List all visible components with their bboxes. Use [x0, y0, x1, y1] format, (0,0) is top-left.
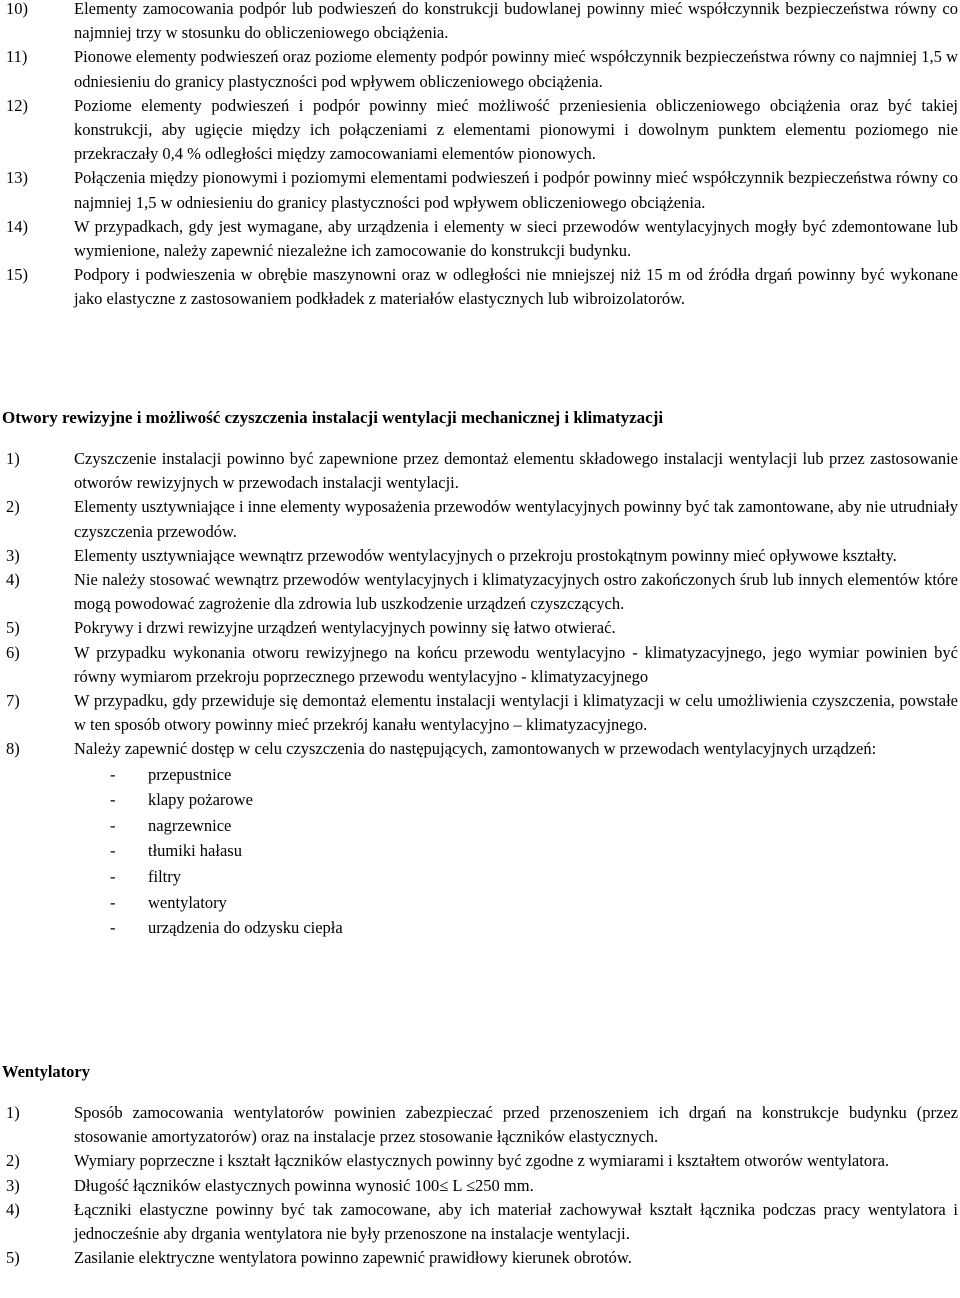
device-name: klapy pożarowe [148, 790, 253, 810]
dash-mark: - [110, 790, 116, 810]
item-number: 4) [6, 1199, 20, 1219]
item-number: 6) [6, 642, 20, 662]
list-item [0, 568, 960, 616]
item-number: 3) [6, 1175, 20, 1195]
list-item [0, 1149, 960, 1173]
item-text: Długość łączników elastycznych powinna wynosić 100≤ L ≤250 mm. [74, 1175, 534, 1195]
item-number: 1) [6, 1103, 20, 1122]
device-list-item [0, 838, 960, 864]
supports-list [0, 0, 960, 312]
list-item [0, 689, 960, 737]
device-name: urządzenia do odzysku ciepła [148, 918, 343, 938]
device-name: nagrzewnice [148, 815, 232, 835]
device-list-item [0, 813, 960, 839]
device-name: filtry [148, 867, 181, 887]
device-name: tłumiki hałasu [148, 841, 242, 861]
item-text: Elementy usztywniające i inne elementy wyposażenia przewodów wentylacyjnych powinny być tak zamontowane, aby nie utrudniały czyszczenia przewodów. [74, 497, 958, 541]
item-number: 1) [6, 449, 20, 468]
item-text: Zasilanie elektryczne wentylatora powinno zapewnić prawidłowy kierunek obrotów. [74, 1248, 632, 1268]
item-text: W przypadkach, gdy jest wymagane, aby urządzenia i elementy w sieci przewodów wentylacyjnych mogły być zdemontowane lub wymienione, należy zapewnić niezależne ich zamocowanie do konstrukcji budynku. [74, 216, 958, 261]
item-text: W przypadku wykonania otworu rewizyjnego na końcu przewodu wentylacyjno - klimatyzacyjnego, jego wymiar powinien być równy wymiarom przekroju poprzecznego przewodu wentylacyjno - klimatyzacyjnego [74, 642, 958, 686]
inspection-openings-section [0, 447, 960, 941]
item-text: Sposób zamocowania wentylatorów powinien zabezpieczać przed przenoszeniem ich drgań na konstrukcje budynku (przez stosowanie amortyzatorów) oraz na instalacje przez stosowanie łączników elastycznych. [74, 1103, 958, 1147]
list-item [0, 94, 960, 167]
fans-section [0, 1101, 960, 1270]
list-item [0, 1198, 960, 1246]
item-number: 14) [6, 216, 28, 236]
device-name: wentylatory [148, 892, 227, 912]
list-item [0, 1174, 960, 1198]
list-item [0, 447, 960, 495]
device-list-item [0, 864, 960, 890]
item-number: 12) [6, 95, 28, 115]
dash-mark: - [110, 815, 116, 835]
item-text: Pokrywy i drzwi rewizyjne urządzeń wentylacyjnych powinny się łatwo otwierać. [74, 618, 616, 638]
section-heading-inspection-openings: Otwory rewizyjne i możliwość czyszczenia instalacji wentylacji mechanicznej i klimatyzacji [2, 408, 664, 427]
supports-list-section [0, 0, 960, 312]
dash-mark: - [110, 764, 116, 784]
item-text: Należy zapewnić dostęp w celu czyszczenia do następujących, zamontowanych w przewodach wentylacyjnych urządzeń: [74, 739, 877, 759]
dash-mark: - [110, 867, 116, 887]
inspection-list [0, 447, 960, 762]
item-text: Czyszczenie instalacji powinno być zapewnione przez demontaż elementu składowego instalacji wentylacji lub przez zastosowanie otworów rewizyjnych w przewodach instalacji wentylacji. [74, 449, 958, 493]
item-number: 4) [6, 570, 20, 590]
fans-list [0, 1101, 960, 1270]
item-text: Poziome elementy podwieszeń i podpór powinny mieć możliwość przeniesienia obliczeniowego obciążenia oraz być takiej konstrukcji, aby ugięcie między ich połączeniami z elementami pionowymi i dowolnym punktem elementu poziomego nie przekraczały 0,4 % odległości między zamocowaniami elementów pionowych. [74, 95, 958, 164]
item-text: Połączenia między pionowymi i poziomymi elementami podwieszeń i podpór powinny mieć współczynnik bezpieczeństwa równy co najmniej 1,5 w odniesieniu do granicy plastyczności pod wpływem obliczeniowego obciążenia. [74, 168, 958, 212]
item-text: Pionowe elementy podwieszeń oraz poziome elementy podpór powinny mieć współczynnik bezpieczeństwa równy co najmniej 1,5 w odniesieniu do granicy plastyczności pod wpływem obliczeniowego obciążenia. [74, 47, 958, 91]
list-item [0, 641, 960, 689]
list-item [0, 1101, 960, 1149]
list-item [0, 0, 960, 45]
list-item [0, 45, 960, 93]
list-item [0, 263, 960, 311]
item-text: Nie należy stosować wewnątrz przewodów wentylacyjnych i klimatyzacyjnych ostro zakończonych śrub lub innych elementów które mogą powodować zagrożenie dla zdrowia lub uszkodzenie urządzeń czyszczących. [74, 570, 958, 614]
dash-mark: - [110, 841, 116, 861]
item-number: 2) [6, 1151, 20, 1171]
item-text: Łączniki elastyczne powinny być tak zamocowane, aby ich materiał zachowywał kształt łącznika podczas pracy wentylatora i jednocześnie aby drgania wentylatora nie były przenoszone na instalacje wentylacji. [74, 1199, 958, 1244]
item-number: 5) [6, 618, 20, 638]
item-number: 5) [6, 1248, 20, 1268]
device-list-item [0, 762, 960, 788]
device-list-item [0, 915, 960, 941]
list-item [0, 616, 960, 640]
list-item [0, 166, 960, 214]
list-item [0, 544, 960, 568]
item-number: 2) [6, 497, 20, 517]
device-list-item [0, 787, 960, 813]
list-item [0, 737, 960, 761]
item-number: 15) [6, 265, 28, 285]
device-list [0, 762, 960, 941]
item-text: Wymiary poprzeczne i kształt łączników elastycznych powinny być zgodne z wymiarami i kształtem otworów wentylatora. [74, 1151, 890, 1171]
device-list-item [0, 890, 960, 916]
item-number: 11) [6, 47, 28, 67]
item-text: W przypadku, gdy przewiduje się demontaż elementu instalacji wentylacji i klimatyzacji w celu umożliwienia czyszczenia, powstałe w ten sposób otwory powinny mieć przekrój kanału wentylacyjno – klimatyzacyjnego. [74, 691, 958, 735]
dash-mark: - [110, 892, 116, 912]
item-number: 7) [6, 691, 20, 711]
item-text: Elementy zamocowania podpór lub podwieszeń do konstrukcji budowlanej powinny mieć współczynnik bezpieczeństwa równy co najmniej trzy w stosunku do obliczeniowego obciążenia. [74, 0, 958, 43]
item-number: 13) [6, 168, 28, 188]
list-item [0, 1246, 960, 1270]
item-number: 8) [6, 739, 20, 759]
item-number: 3) [6, 545, 20, 565]
list-item [0, 215, 960, 263]
item-number: 10) [6, 0, 28, 18]
section-heading-fans: Wentylatory [2, 1062, 90, 1081]
item-text: Podpory i podwieszenia w obrębie maszynowni oraz w odległości nie mniejszej niż 15 m od źródła drgań powinny być wykonane jako elastyczne z zastosowaniem podkładek z materiałów elastycznych lub wibroizolatorów. [74, 265, 958, 309]
item-text: Elementy usztywniające wewnątrz przewodów wentylacyjnych o przekroju prostokątnym powinny mieć opływowe kształty. [74, 545, 897, 565]
list-item [0, 495, 960, 543]
device-name: przepustnice [148, 764, 232, 784]
dash-mark: - [110, 918, 116, 938]
